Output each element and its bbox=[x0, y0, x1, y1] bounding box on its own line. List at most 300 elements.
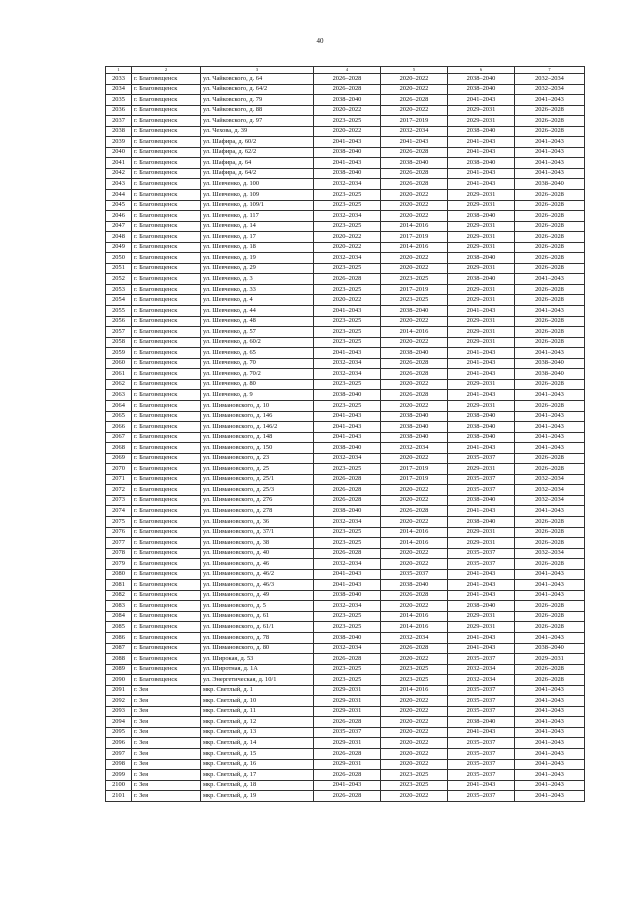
table-row bbox=[106, 253, 585, 264]
period-cell: 2023–2025 bbox=[314, 400, 381, 411]
period-cell: 2026–2028 bbox=[515, 284, 585, 295]
row-number: 2042 bbox=[106, 168, 132, 179]
settlement-cell: г. Благовещенск bbox=[132, 137, 201, 148]
row-number: 2075 bbox=[106, 516, 132, 527]
settlement-cell: г. Благовещенск bbox=[132, 242, 201, 253]
table-row bbox=[106, 548, 585, 559]
table-row bbox=[106, 327, 585, 338]
period-cell: 2023–2025 bbox=[381, 770, 448, 781]
table-row bbox=[106, 738, 585, 749]
address-cell: ул. Шафира, д. 62/2 bbox=[201, 147, 314, 158]
period-cell: 2020–2022 bbox=[381, 485, 448, 496]
address-cell: ул. Шафира, д. 60/2 bbox=[201, 137, 314, 148]
period-cell: 2035–2037 bbox=[448, 548, 515, 559]
row-number: 2093 bbox=[106, 706, 132, 717]
table-row bbox=[106, 759, 585, 770]
period-cell: 2023–2025 bbox=[314, 622, 381, 633]
period-cell: 2041–2043 bbox=[515, 791, 585, 802]
period-cell: 2041–2043 bbox=[515, 685, 585, 696]
address-cell: мкр. Светлый, д. 1 bbox=[201, 685, 314, 696]
period-cell: 2041–2043 bbox=[448, 348, 515, 359]
table-row bbox=[106, 369, 585, 380]
period-cell: 2035–2037 bbox=[448, 791, 515, 802]
period-cell: 2017–2019 bbox=[381, 464, 448, 475]
period-cell: 2023–2025 bbox=[314, 337, 381, 348]
row-number: 2091 bbox=[106, 685, 132, 696]
period-cell: 2020–2022 bbox=[381, 548, 448, 559]
period-cell: 2041–2043 bbox=[448, 137, 515, 148]
address-cell: ул. Шимановского, д. 278 bbox=[201, 506, 314, 517]
table-row bbox=[106, 569, 585, 580]
settlement-cell: г. Благовещенск bbox=[132, 601, 201, 612]
address-cell: ул. Шимановского, д. 148 bbox=[201, 432, 314, 443]
period-cell: 2041–2043 bbox=[314, 422, 381, 433]
period-cell: 2020–2022 bbox=[381, 738, 448, 749]
period-cell: 2035–2037 bbox=[448, 706, 515, 717]
period-cell: 2041–2043 bbox=[515, 696, 585, 707]
row-number: 2078 bbox=[106, 548, 132, 559]
table-row bbox=[106, 464, 585, 475]
period-cell: 2041–2043 bbox=[515, 569, 585, 580]
period-cell: 2026–2028 bbox=[314, 84, 381, 95]
settlement-cell: г. Благовещенск bbox=[132, 190, 201, 201]
table-row bbox=[106, 675, 585, 686]
table-row bbox=[106, 590, 585, 601]
address-cell: ул. Шимановского, д. 146 bbox=[201, 411, 314, 422]
period-cell: 2026–2028 bbox=[515, 190, 585, 201]
address-cell: ул. Шевченко, д. 80 bbox=[201, 379, 314, 390]
period-cell: 2023–2025 bbox=[314, 284, 381, 295]
period-cell: 2020–2022 bbox=[381, 706, 448, 717]
period-cell: 2038–2040 bbox=[515, 369, 585, 380]
period-cell: 2032–2034 bbox=[515, 84, 585, 95]
period-cell: 2035–2037 bbox=[448, 654, 515, 665]
period-cell: 2026–2028 bbox=[515, 400, 585, 411]
address-cell: ул. Шафира, д. 64/2 bbox=[201, 168, 314, 179]
period-cell: 2017–2019 bbox=[381, 284, 448, 295]
address-cell: ул. Шимановского, д. 23 bbox=[201, 453, 314, 464]
row-number: 2038 bbox=[106, 126, 132, 137]
period-cell: 2032–2034 bbox=[515, 74, 585, 85]
period-cell: 2041–2043 bbox=[314, 569, 381, 580]
period-cell: 2029–2031 bbox=[448, 464, 515, 475]
row-number: 2072 bbox=[106, 485, 132, 496]
period-cell: 2041–2043 bbox=[448, 590, 515, 601]
period-cell: 2023–2025 bbox=[314, 675, 381, 686]
period-cell: 2023–2025 bbox=[314, 664, 381, 675]
table-row bbox=[106, 474, 585, 485]
address-cell: ул. Шимановского, д. 61/1 bbox=[201, 622, 314, 633]
period-cell: 2026–2028 bbox=[381, 590, 448, 601]
settlement-cell: г. Благовещенск bbox=[132, 654, 201, 665]
period-cell: 2035–2037 bbox=[448, 759, 515, 770]
period-cell: 2020–2022 bbox=[314, 105, 381, 116]
table-row bbox=[106, 358, 585, 369]
table-row bbox=[106, 727, 585, 738]
period-cell: 2038–2040 bbox=[381, 432, 448, 443]
row-number: 2085 bbox=[106, 622, 132, 633]
address-cell: ул. Шевченко, д. 17 bbox=[201, 232, 314, 243]
settlement-cell: г. Благовещенск bbox=[132, 200, 201, 211]
table-row bbox=[106, 706, 585, 717]
period-cell: 2035–2037 bbox=[314, 727, 381, 738]
address-cell: ул. Шимановского, д. 36 bbox=[201, 516, 314, 527]
settlement-cell: г. Благовещенск bbox=[132, 126, 201, 137]
settlement-cell: г. Благовещенск bbox=[132, 464, 201, 475]
period-cell: 2038–2040 bbox=[448, 495, 515, 506]
period-cell: 2020–2022 bbox=[381, 105, 448, 116]
row-number: 2060 bbox=[106, 358, 132, 369]
table-row bbox=[106, 242, 585, 253]
row-number: 2053 bbox=[106, 284, 132, 295]
column-number-row bbox=[106, 67, 585, 74]
address-cell: ул. Чайковского, д. 79 bbox=[201, 95, 314, 106]
period-cell: 2020–2022 bbox=[381, 717, 448, 728]
row-number: 2064 bbox=[106, 400, 132, 411]
address-cell: ул. Шафира, д. 64 bbox=[201, 158, 314, 169]
row-number: 2050 bbox=[106, 253, 132, 264]
period-cell: 2026–2028 bbox=[515, 105, 585, 116]
period-cell: 2026–2028 bbox=[314, 749, 381, 760]
period-cell: 2023–2025 bbox=[314, 538, 381, 549]
period-cell: 2017–2019 bbox=[381, 474, 448, 485]
table-row bbox=[106, 348, 585, 359]
settlement-cell: г. Благовещенск bbox=[132, 422, 201, 433]
row-number: 2073 bbox=[106, 495, 132, 506]
period-cell: 2041–2043 bbox=[314, 158, 381, 169]
period-cell: 2038–2040 bbox=[448, 432, 515, 443]
row-number: 2080 bbox=[106, 569, 132, 580]
period-cell: 2038–2040 bbox=[448, 74, 515, 85]
settlement-cell: г. Благовещенск bbox=[132, 232, 201, 243]
settlement-cell: г. Благовещенск bbox=[132, 158, 201, 169]
address-cell: ул. Шевченко, д. 109/1 bbox=[201, 200, 314, 211]
address-cell: ул. Шимановского, д. 25/1 bbox=[201, 474, 314, 485]
period-cell: 2032–2034 bbox=[314, 358, 381, 369]
period-cell: 2020–2022 bbox=[314, 295, 381, 306]
address-cell: ул. Шимановского, д. 37/1 bbox=[201, 527, 314, 538]
period-cell: 2041–2043 bbox=[515, 706, 585, 717]
period-cell: 2041–2043 bbox=[515, 411, 585, 422]
period-cell: 2026–2028 bbox=[381, 506, 448, 517]
row-number: 2086 bbox=[106, 632, 132, 643]
period-cell: 2041–2043 bbox=[448, 643, 515, 654]
row-number: 2051 bbox=[106, 263, 132, 274]
period-cell: 2029–2031 bbox=[448, 400, 515, 411]
period-cell: 2026–2028 bbox=[515, 379, 585, 390]
address-cell: ул. Шевченко, д. 29 bbox=[201, 263, 314, 274]
period-cell: 2026–2028 bbox=[381, 643, 448, 654]
period-cell: 2035–2037 bbox=[448, 474, 515, 485]
row-number: 2092 bbox=[106, 696, 132, 707]
period-cell: 2041–2043 bbox=[515, 306, 585, 317]
period-cell: 2035–2037 bbox=[448, 770, 515, 781]
address-cell: ул. Шимановского, д. 5 bbox=[201, 601, 314, 612]
period-cell: 2020–2022 bbox=[381, 696, 448, 707]
table-row bbox=[106, 516, 585, 527]
period-cell: 2041–2043 bbox=[448, 569, 515, 580]
table-row bbox=[106, 168, 585, 179]
row-number: 2045 bbox=[106, 200, 132, 211]
period-cell: 2041–2043 bbox=[515, 443, 585, 454]
table-row bbox=[106, 601, 585, 612]
period-cell: 2041–2043 bbox=[515, 590, 585, 601]
address-cell: ул. Широкая, д. 53 bbox=[201, 654, 314, 665]
table-row bbox=[106, 200, 585, 211]
address-cell: мкр. Светлый, д. 17 bbox=[201, 770, 314, 781]
period-cell: 2020–2022 bbox=[381, 379, 448, 390]
period-cell: 2041–2043 bbox=[515, 770, 585, 781]
table-row bbox=[106, 664, 585, 675]
table-row bbox=[106, 611, 585, 622]
period-cell: 2023–2025 bbox=[381, 664, 448, 675]
period-cell: 2020–2022 bbox=[381, 559, 448, 570]
period-cell: 2023–2025 bbox=[314, 116, 381, 127]
period-cell: 2041–2043 bbox=[515, 147, 585, 158]
period-cell: 2038–2040 bbox=[314, 168, 381, 179]
settlement-cell: г. Благовещенск bbox=[132, 559, 201, 570]
settlement-cell: г. Зея bbox=[132, 738, 201, 749]
period-cell: 2023–2025 bbox=[381, 295, 448, 306]
period-cell: 2029–2031 bbox=[314, 696, 381, 707]
settlement-cell: г. Благовещенск bbox=[132, 527, 201, 538]
period-cell: 2032–2034 bbox=[314, 559, 381, 570]
settlement-cell: г. Зея bbox=[132, 770, 201, 781]
settlement-cell: г. Благовещенск bbox=[132, 179, 201, 190]
period-cell: 2038–2040 bbox=[381, 158, 448, 169]
period-cell: 2032–2034 bbox=[515, 474, 585, 485]
row-number: 2089 bbox=[106, 664, 132, 675]
period-cell: 2038–2040 bbox=[381, 306, 448, 317]
settlement-cell: г. Благовещенск bbox=[132, 348, 201, 359]
row-number: 2043 bbox=[106, 179, 132, 190]
row-number: 2035 bbox=[106, 95, 132, 106]
address-cell: ул. Шимановского, д. 78 bbox=[201, 632, 314, 643]
settlement-cell: г. Зея bbox=[132, 759, 201, 770]
table-row bbox=[106, 74, 585, 85]
period-cell: 2035–2037 bbox=[448, 738, 515, 749]
period-cell: 2041–2043 bbox=[515, 749, 585, 760]
period-cell: 2041–2043 bbox=[515, 274, 585, 285]
period-cell: 2041–2043 bbox=[448, 369, 515, 380]
period-cell: 2020–2022 bbox=[381, 749, 448, 760]
address-cell: ул. Широтная, д. 1А bbox=[201, 664, 314, 675]
settlement-cell: г. Благовещенск bbox=[132, 147, 201, 158]
settlement-cell: г. Благовещенск bbox=[132, 316, 201, 327]
period-cell: 2035–2037 bbox=[448, 453, 515, 464]
period-cell: 2038–2040 bbox=[314, 390, 381, 401]
period-cell: 2020–2022 bbox=[381, 759, 448, 770]
period-cell: 2041–2043 bbox=[448, 506, 515, 517]
address-cell: мкр. Светлый, д. 14 bbox=[201, 738, 314, 749]
period-cell: 2023–2025 bbox=[314, 190, 381, 201]
row-number: 2076 bbox=[106, 527, 132, 538]
table-row bbox=[106, 622, 585, 633]
period-cell: 2041–2043 bbox=[448, 168, 515, 179]
period-cell: 2035–2037 bbox=[448, 559, 515, 570]
period-cell: 2041–2043 bbox=[515, 738, 585, 749]
period-cell: 2038–2040 bbox=[515, 358, 585, 369]
settlement-cell: г. Благовещенск bbox=[132, 495, 201, 506]
settlement-cell: г. Благовещенск bbox=[132, 580, 201, 591]
settlement-cell: г. Благовещенск bbox=[132, 400, 201, 411]
period-cell: 2041–2043 bbox=[314, 780, 381, 791]
period-cell: 2029–2031 bbox=[448, 221, 515, 232]
settlement-cell: г. Благовещенск bbox=[132, 295, 201, 306]
settlement-cell: г. Благовещенск bbox=[132, 632, 201, 643]
period-cell: 2032–2034 bbox=[448, 664, 515, 675]
address-cell: ул. Шимановского, д. 25/3 bbox=[201, 485, 314, 496]
table-row bbox=[106, 696, 585, 707]
address-cell: ул. Шевченко, д. 109 bbox=[201, 190, 314, 201]
settlement-cell: г. Благовещенск bbox=[132, 611, 201, 622]
address-cell: ул. Чайковского, д. 97 bbox=[201, 116, 314, 127]
row-number: 2040 bbox=[106, 147, 132, 158]
period-cell: 2026–2028 bbox=[314, 474, 381, 485]
settlement-cell: г. Зея bbox=[132, 780, 201, 791]
period-cell: 2041–2043 bbox=[515, 759, 585, 770]
address-cell: ул. Шимановского, д. 46/3 bbox=[201, 580, 314, 591]
period-cell: 2026–2028 bbox=[515, 253, 585, 264]
table-row bbox=[106, 263, 585, 274]
address-cell: ул. Шевченко, д. 117 bbox=[201, 211, 314, 222]
period-cell: 2026–2028 bbox=[515, 126, 585, 137]
period-cell: 2041–2043 bbox=[515, 632, 585, 643]
row-number: 2047 bbox=[106, 221, 132, 232]
period-cell: 2038–2040 bbox=[314, 590, 381, 601]
period-cell: 2041–2043 bbox=[515, 158, 585, 169]
page-number: 40 bbox=[316, 37, 324, 45]
row-number: 2062 bbox=[106, 379, 132, 390]
period-cell: 2032–2034 bbox=[381, 443, 448, 454]
settlement-cell: г. Благовещенск bbox=[132, 379, 201, 390]
address-cell: ул. Шевченко, д. 65 bbox=[201, 348, 314, 359]
table-body bbox=[106, 67, 585, 802]
settlement-cell: г. Зея bbox=[132, 749, 201, 760]
row-number: 2096 bbox=[106, 738, 132, 749]
period-cell: 2038–2040 bbox=[448, 717, 515, 728]
settlement-cell: г. Благовещенск bbox=[132, 506, 201, 517]
period-cell: 2032–2034 bbox=[381, 126, 448, 137]
period-cell: 2026–2028 bbox=[515, 242, 585, 253]
settlement-cell: г. Благовещенск bbox=[132, 105, 201, 116]
period-cell: 2020–2022 bbox=[381, 316, 448, 327]
row-number: 2082 bbox=[106, 590, 132, 601]
address-cell: ул. Шевченко, д. 14 bbox=[201, 221, 314, 232]
period-cell: 2029–2031 bbox=[448, 190, 515, 201]
period-cell: 2026–2028 bbox=[381, 369, 448, 380]
settlement-cell: г. Благовещенск bbox=[132, 221, 201, 232]
period-cell: 2032–2034 bbox=[314, 601, 381, 612]
period-cell: 2026–2028 bbox=[381, 179, 448, 190]
column-number: 2 bbox=[132, 67, 201, 74]
row-number: 2067 bbox=[106, 432, 132, 443]
period-cell: 2020–2022 bbox=[381, 453, 448, 464]
row-number: 2052 bbox=[106, 274, 132, 285]
period-cell: 2026–2028 bbox=[515, 116, 585, 127]
row-number: 2097 bbox=[106, 749, 132, 760]
table-row bbox=[106, 654, 585, 665]
period-cell: 2038–2040 bbox=[448, 601, 515, 612]
period-cell: 2035–2037 bbox=[448, 749, 515, 760]
period-cell: 2041–2043 bbox=[448, 580, 515, 591]
period-cell: 2017–2019 bbox=[381, 232, 448, 243]
table-row bbox=[106, 559, 585, 570]
period-cell: 2020–2022 bbox=[381, 791, 448, 802]
column-number: 6 bbox=[448, 67, 515, 74]
period-cell: 2041–2043 bbox=[448, 358, 515, 369]
period-cell: 2041–2043 bbox=[448, 443, 515, 454]
row-number: 2034 bbox=[106, 84, 132, 95]
row-number: 2036 bbox=[106, 105, 132, 116]
period-cell: 2029–2031 bbox=[448, 116, 515, 127]
address-cell: ул. Шимановского, д. 80 bbox=[201, 643, 314, 654]
table-row bbox=[106, 147, 585, 158]
period-cell: 2020–2022 bbox=[381, 654, 448, 665]
table-row bbox=[106, 179, 585, 190]
address-cell: мкр. Светлый, д. 10 bbox=[201, 696, 314, 707]
period-cell: 2041–2043 bbox=[448, 727, 515, 738]
row-number: 2101 bbox=[106, 791, 132, 802]
settlement-cell: г. Благовещенск bbox=[132, 538, 201, 549]
settlement-cell: г. Благовещенск bbox=[132, 590, 201, 601]
period-cell: 2014–2016 bbox=[381, 685, 448, 696]
address-cell: мкр. Светлый, д. 12 bbox=[201, 717, 314, 728]
row-number: 2088 bbox=[106, 654, 132, 665]
period-cell: 2020–2022 bbox=[314, 232, 381, 243]
row-number: 2057 bbox=[106, 327, 132, 338]
row-number: 2056 bbox=[106, 316, 132, 327]
table-row bbox=[106, 221, 585, 232]
table-row bbox=[106, 84, 585, 95]
period-cell: 2041–2043 bbox=[515, 717, 585, 728]
period-cell: 2026–2028 bbox=[314, 548, 381, 559]
address-cell: ул. Энергетическая, д. 10/1 bbox=[201, 675, 314, 686]
table-row bbox=[106, 316, 585, 327]
period-cell: 2023–2025 bbox=[314, 200, 381, 211]
settlement-cell: г. Благовещенск bbox=[132, 443, 201, 454]
period-cell: 2020–2022 bbox=[381, 516, 448, 527]
address-cell: мкр. Светлый, д. 13 bbox=[201, 727, 314, 738]
period-cell: 2041–2043 bbox=[515, 432, 585, 443]
period-cell: 2014–2016 bbox=[381, 221, 448, 232]
row-number: 2081 bbox=[106, 580, 132, 591]
period-cell: 2029–2031 bbox=[448, 284, 515, 295]
row-number: 2090 bbox=[106, 675, 132, 686]
row-number: 2046 bbox=[106, 211, 132, 222]
settlement-cell: г. Благовещенск bbox=[132, 485, 201, 496]
address-cell: ул. Шевченко, д. 33 bbox=[201, 284, 314, 295]
period-cell: 2041–2043 bbox=[515, 727, 585, 738]
period-cell: 2041–2043 bbox=[448, 179, 515, 190]
settlement-cell: г. Благовещенск bbox=[132, 548, 201, 559]
period-cell: 2038–2040 bbox=[381, 580, 448, 591]
settlement-cell: г. Благовещенск bbox=[132, 432, 201, 443]
table-row bbox=[106, 538, 585, 549]
period-cell: 2032–2034 bbox=[314, 516, 381, 527]
period-cell: 2029–2031 bbox=[448, 337, 515, 348]
period-cell: 2020–2022 bbox=[314, 126, 381, 137]
table-row bbox=[106, 158, 585, 169]
table-row bbox=[106, 105, 585, 116]
address-cell: ул. Шевченко, д. 57 bbox=[201, 327, 314, 338]
period-cell: 2038–2040 bbox=[381, 422, 448, 433]
period-cell: 2026–2028 bbox=[515, 527, 585, 538]
period-cell: 2026–2028 bbox=[314, 485, 381, 496]
settlement-cell: г. Зея bbox=[132, 791, 201, 802]
column-number: 5 bbox=[381, 67, 448, 74]
period-cell: 2020–2022 bbox=[381, 727, 448, 738]
